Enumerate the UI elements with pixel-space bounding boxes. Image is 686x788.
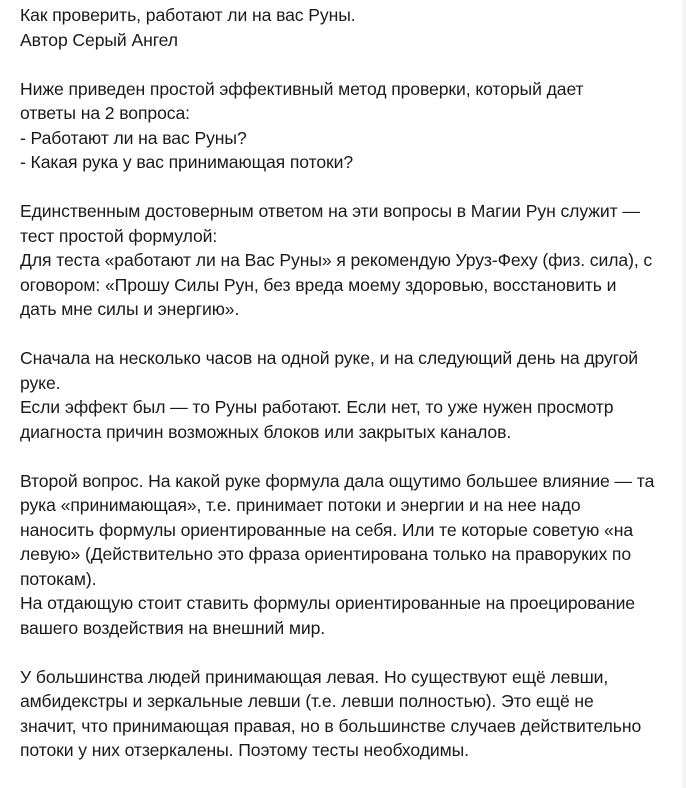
paragraph-line: ответы на 2 вопроса: [20,103,190,123]
paragraph-line: амбидекстры и зеркальные левши (т.е. левши полностью). Это ещё не [20,691,594,711]
paragraph-line: потоки у них отзеркалены. Поэтому тесты необходимы. [20,740,469,760]
paragraph-line: Для теста «работают ли на Вас Руны» я рекомендую Уруз-Феху (физ. сила), с [20,250,653,270]
paragraph-spacer [20,640,670,665]
paragraph-spacer [20,175,670,200]
paragraph-line: Второй вопрос. На какой руке формула дала ощутимо большее влияние — та [20,470,655,491]
question-item: - Работают ли на вас Руны? [20,127,247,148]
paragraph-spacer [20,52,670,77]
paragraph-line: Сначала на несколько часов на одной руке, и на следующий день на другой [20,348,639,368]
paragraph-line: диагноста причин возможных блоков или закрытых каналов. [20,421,512,442]
paragraph-line: У большинства людей принимающая левая. Но существуют ещё левши, [20,666,609,687]
question-item: - Какая рука у вас принимающая потоки? [20,152,354,172]
paragraph-line: значит, что принимающая правая, но в большинстве случаев действительно [20,715,642,736]
paragraph-test-formula [20,199,670,322]
paragraph-spacer [20,444,670,469]
paragraph-line: Ниже приведен простой эффективный метод проверки, который дает [20,78,584,99]
post-author: Автор Серый Ангел [20,29,178,50]
paragraph-line: вашего воздействия на внешний мир. [20,617,326,638]
post-body [20,3,670,763]
paragraph-line: наносить формулы ориентированные на себя. Или те которые советую «на [20,519,634,540]
post-title: Как проверить, работают ли на вас Руны. [20,5,356,25]
paragraph-line: На отдающую стоит ставить формулы ориентированные на проецирование [20,593,635,613]
paragraph-second-question [20,469,670,641]
paragraph-line: рука «принимающая», т.е. принимает потоки и энергии и на нее надо [20,495,581,515]
paragraph-line: Если эффект был — то Руны работают. Если нет, то уже нужен просмотр [20,397,614,417]
paragraph-line: тест простой формулой: [20,225,218,246]
paragraph-spacer [20,322,670,347]
paragraph-intro [20,77,670,175]
paragraph-line: дать мне силы и энергию». [20,299,240,319]
paragraph-line: руке. [20,372,61,393]
paragraph-line: оговором: «Прошу Силы Рун, без вреда моему здоровью, восстановить и [20,274,617,295]
paragraph-line: левую» (Действительно это фраза ориентирована только на праворуких по [20,544,632,564]
paragraph-conclusion [20,665,670,763]
paragraph-procedure [20,346,670,444]
paragraph-line: Единственным достоверным ответом на эти вопросы в Магии Рун служит — [20,201,640,221]
scrollbar-track[interactable] [682,0,686,788]
paragraph-line: потокам). [20,568,97,589]
